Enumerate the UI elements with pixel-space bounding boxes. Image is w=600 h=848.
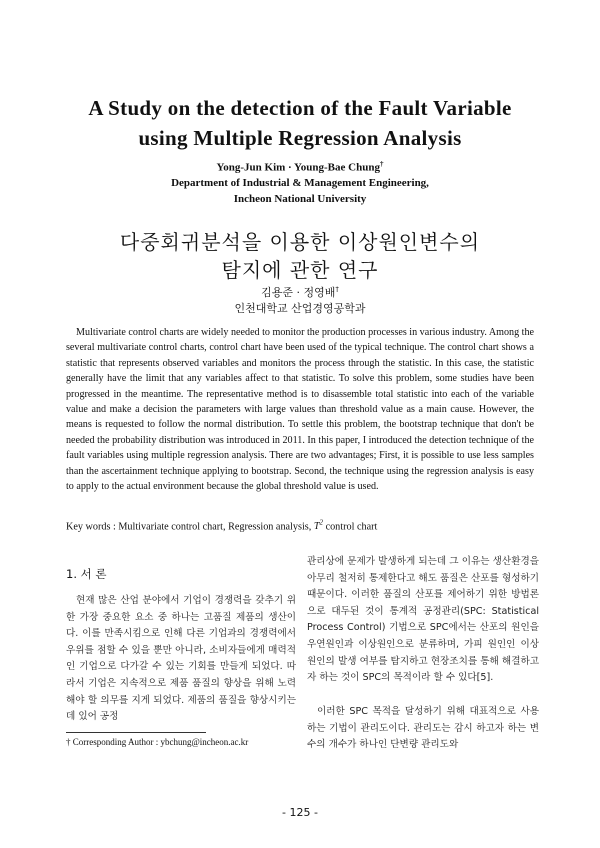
footnote-corresponding-author: † Corresponding Author : ybchung@incheon.ac.kr: [66, 737, 249, 747]
footnote-divider: [66, 732, 206, 733]
title-ko-line1: 다중회귀분석을 이용한 이상원인변수의: [119, 230, 481, 254]
keywords: [66, 519, 377, 532]
dagger-mark-ko: †: [335, 285, 339, 294]
keywords-tail: control chart: [325, 521, 378, 533]
keywords-label: Key words : Multivariate control chart, Regression analysis,: [66, 521, 312, 533]
intro-right-column-para2: 이러한 SPC 목적을 달성하기 위해 대표적으로 사용하는 기법이 관리도이다. 관리도는 감시 하고자 하는 변수의 개수가 하나인 단변량 관리도와: [307, 706, 539, 751]
affiliation-en-line2: Incheon National University: [233, 193, 367, 205]
title-en-line2: using Multiple Regression Analysis: [138, 126, 462, 150]
page-number: - 125 -: [282, 806, 318, 819]
authors-en: [0, 160, 600, 174]
affiliation-ko: 인천대학교 산업경영공학과: [234, 302, 366, 315]
intro-left-column: 현재 많은 산업 분야에서 기업이 경쟁력을 갖추기 위한 가장 중요한 요소 중 하나는 고품질 제품의 생산이다. 이를 만족시킴으로 인해 다른 기업과의 경쟁력에서 우위를 점할 수 있을 뿐만 아니라, 소비자들에게 매력적인 기업으로 다가갈 수 있는 기회를 만들게 되었다. 따라서 기업은 지속적으로 제품 품질의 향상을 위해 노력해야 할 의무를 지게 되었다. 제품의 품질을 향상시키는데 있어 공정: [66, 595, 296, 723]
title-en-line1: A Study on the detection of the Fault Variable: [88, 96, 512, 120]
t-squared-symbol: $T^2$: [313, 519, 324, 533]
intro-right-column-para1: 관리상에 문제가 발생하게 되는데 그 이유는 생산환경을 아무리 철저히 통제한다고 해도 품질은 산포를 형성하기 때문이다. 이러한 품질의 산포를 제어하기 위한 방법론으로 대두된 것이 통계적 공정관리(SPC: Statistical Process Control) 기법으로 SPC에서는 산포의 원인을 우연원인과 이상원인으로 분류하며, 가피 원인인 이상 원인의 발생 여부를 탐지하고 현장조치를 통해 해결하고자 하는 것이 SPC의 목적이라 할 수 있다[5].: [307, 556, 539, 684]
affiliation-en-line1: Department of Industrial & Management Engineering,: [171, 177, 429, 189]
authors-ko: [0, 284, 600, 300]
title-ko-line2: 탐지에 관한 연구: [221, 258, 379, 282]
authors-en-names: Yong-Jun Kim · Young-Bae Chung: [216, 161, 380, 174]
abstract: Multivariate control charts are widely needed to monitor the production processes in various industry. Among the several multivariate control charts, control chart have been used of the typical technique. The control chart shows a statistic that represents observed variables and monitors the process through the statistic. In this case, the statistic generally have the limit that any variables affect to that statistic. To solve this problem, some studies have been progressed in the meantime. The representative method is to disassemble total statistic into each of the variable value and make a decision the parameters with large values than threshold value as a main cause. However, the means is requested to follow the normal distribution. To settle this problem, the bootstrap technique that don't be needed the probability distribution was introduced in 2011. In this paper, I introduced the detection technique of the fault variables using multiple regression analysis. There are two advantages; First, it is possible to use less samples than the ascertainment technique applying to bootstrap. Second, the technique using the regression analysis is easy to apply to the actual environment because the global threshold value is used.: [66, 327, 534, 493]
section-heading-introduction: 1. 서 론: [66, 567, 107, 581]
authors-ko-names: 김용준 · 정영배: [261, 286, 336, 299]
dagger-mark: †: [379, 160, 384, 168]
